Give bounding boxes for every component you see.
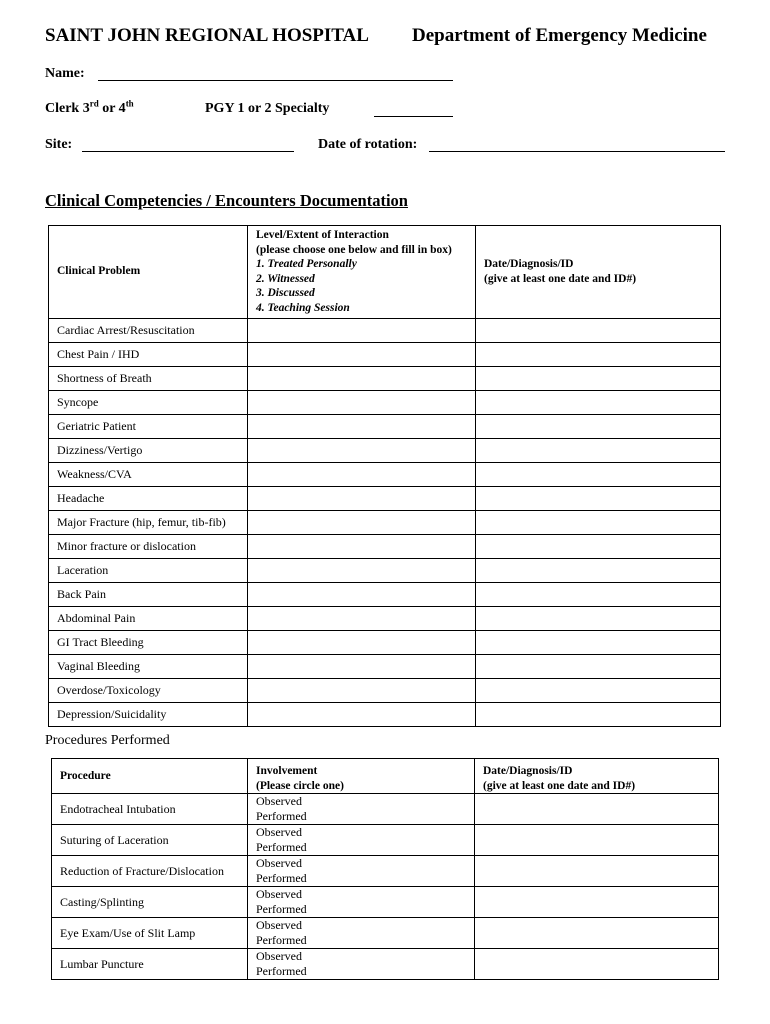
date-cell[interactable] [476, 678, 721, 702]
clinical-problem-header: Clinical Problem [49, 226, 248, 319]
involvement-header-line2: (Please circle one) [256, 779, 344, 792]
competency-row [49, 702, 721, 726]
name-label: Name: [45, 66, 85, 81]
procedure-name: Endotracheal Intubation [52, 794, 248, 825]
competency-row [49, 630, 721, 654]
level-option-4: 4. Teaching Session [256, 301, 350, 314]
hospital-name: SAINT JOHN REGIONAL HOSPITAL [45, 25, 369, 46]
involvement-header-line1: Involvement [256, 765, 318, 777]
date-cell[interactable] [476, 558, 721, 582]
procedure-row [52, 918, 719, 949]
level-cell[interactable] [248, 438, 476, 462]
competency-row [49, 366, 721, 390]
date-header-line1: Date/Diagnosis/ID [484, 258, 574, 271]
date-cell[interactable] [476, 342, 721, 366]
clerk-or-4: or 4 [102, 101, 126, 116]
date-cell[interactable] [476, 654, 721, 678]
competency-row [49, 390, 721, 414]
site-field[interactable] [82, 151, 294, 152]
level-cell[interactable] [248, 558, 476, 582]
clerk-rd: rd [89, 98, 99, 109]
involvement-cell [248, 856, 475, 887]
level-option-2: 2. Witnessed [256, 272, 315, 285]
level-cell[interactable] [248, 366, 476, 390]
procedures-title: Procedures Performed [45, 733, 170, 748]
procedure-name: Eye Exam/Use of Slit Lamp [52, 918, 248, 949]
clinical-problem: Shortness of Breath [49, 366, 248, 390]
observed-option[interactable]: Observed [256, 825, 302, 839]
clinical-problem: Back Pain [49, 582, 248, 606]
date-cell[interactable] [476, 534, 721, 558]
competencies-header-row [49, 226, 721, 319]
level-cell[interactable] [248, 414, 476, 438]
clinical-problem: Geriatric Patient [49, 414, 248, 438]
level-option-1: 1. Treated Personally [256, 258, 357, 271]
name-field[interactable] [98, 80, 453, 81]
procedures-header-row [52, 759, 719, 794]
competency-row [49, 558, 721, 582]
performed-option[interactable]: Performed [256, 840, 307, 854]
procedure-date-cell[interactable] [475, 825, 719, 856]
level-cell[interactable] [248, 510, 476, 534]
date-cell[interactable] [476, 366, 721, 390]
date-cell[interactable] [476, 390, 721, 414]
competencies-table [48, 225, 721, 727]
competency-row [49, 510, 721, 534]
level-cell[interactable] [248, 390, 476, 414]
procedure-row [52, 856, 719, 887]
date-cell[interactable] [476, 630, 721, 654]
procedure-row [52, 949, 719, 980]
observed-option[interactable]: Observed [256, 794, 302, 808]
level-cell[interactable] [248, 678, 476, 702]
date-cell[interactable] [476, 462, 721, 486]
level-cell[interactable] [248, 318, 476, 342]
competency-row [49, 534, 721, 558]
date-cell[interactable] [476, 606, 721, 630]
procedure-date-cell[interactable] [475, 949, 719, 980]
competency-row [49, 342, 721, 366]
competency-row [49, 654, 721, 678]
clinical-problem: Laceration [49, 558, 248, 582]
pgy-label: PGY 1 or 2 Specialty [205, 101, 330, 116]
procedures-table [51, 758, 719, 980]
involvement-cell [248, 949, 475, 980]
date-cell[interactable] [476, 510, 721, 534]
date-cell[interactable] [476, 414, 721, 438]
clinical-problem: Overdose/Toxicology [49, 678, 248, 702]
date-header-line2: (give at least one date and ID#) [484, 272, 637, 285]
procedure-row [52, 887, 719, 918]
level-cell[interactable] [248, 342, 476, 366]
performed-option[interactable]: Performed [256, 809, 307, 823]
competency-row [49, 678, 721, 702]
competency-row [49, 486, 721, 510]
date-of-rotation-field[interactable] [429, 151, 725, 152]
performed-option[interactable]: Performed [256, 933, 307, 947]
clinical-problem: Headache [49, 486, 248, 510]
procedure-name: Lumbar Puncture [52, 949, 248, 980]
level-cell[interactable] [248, 702, 476, 726]
date-of-rotation-label: Date of rotation: [318, 137, 418, 152]
procedure-row [52, 794, 719, 825]
observed-option[interactable]: Observed [256, 856, 302, 870]
involvement-cell [248, 825, 475, 856]
competency-row [49, 606, 721, 630]
procedure-name: Suturing of Laceration [52, 825, 248, 856]
clinical-problem: Major Fracture (hip, femur, tib-fib) [49, 510, 248, 534]
clinical-problem: Depression/Suicidality [49, 702, 248, 726]
procedure-date-cell[interactable] [475, 887, 719, 918]
date-cell[interactable] [476, 318, 721, 342]
procedure-date-line1: Date/Diagnosis/ID [483, 765, 573, 777]
clinical-problem: Chest Pain / IHD [49, 342, 248, 366]
date-cell[interactable] [476, 486, 721, 510]
date-diagnosis-header [476, 226, 721, 319]
level-option-3: 3. Discussed [256, 287, 315, 300]
observed-option[interactable]: Observed [256, 949, 302, 963]
clinical-problem: Cardiac Arrest/Resuscitation [49, 318, 248, 342]
procedure-date-header [475, 759, 719, 794]
level-cell[interactable] [248, 534, 476, 558]
competency-row [49, 462, 721, 486]
level-cell[interactable] [248, 654, 476, 678]
clerk-text: Clerk [45, 101, 80, 116]
level-cell[interactable] [248, 606, 476, 630]
competency-row [49, 582, 721, 606]
procedure-date-cell[interactable] [475, 856, 719, 887]
clinical-problem: GI Tract Bleeding [49, 630, 248, 654]
specialty-field[interactable] [374, 116, 453, 117]
procedure-date-cell[interactable] [475, 794, 719, 825]
level-cell[interactable] [248, 630, 476, 654]
competency-row [49, 438, 721, 462]
level-header-line1: Level/Extent of Interaction [256, 229, 389, 241]
involvement-header [248, 759, 475, 794]
performed-option[interactable]: Performed [256, 964, 307, 978]
involvement-cell [248, 887, 475, 918]
involvement-cell [248, 794, 475, 825]
involvement-cell [248, 918, 475, 949]
procedure-name: Casting/Splinting [52, 887, 248, 918]
level-header-line2: (please choose one below and fill in box) [256, 243, 452, 256]
competencies-title: Clinical Competencies / Encounters Documentation [45, 191, 408, 210]
procedure-date-cell[interactable] [475, 918, 719, 949]
procedure-row [52, 825, 719, 856]
level-cell[interactable] [248, 582, 476, 606]
clerk-th: th [125, 98, 134, 109]
clinical-problem: Weakness/CVA [49, 462, 248, 486]
level-header [248, 226, 476, 319]
competency-row [49, 414, 721, 438]
clinical-problem: Minor fracture or dislocation [49, 534, 248, 558]
date-cell[interactable] [476, 438, 721, 462]
clinical-problem: Dizziness/Vertigo [49, 438, 248, 462]
site-label: Site: [45, 137, 73, 152]
level-cell[interactable] [248, 486, 476, 510]
date-cell[interactable] [476, 702, 721, 726]
procedure-header: Procedure [52, 759, 248, 794]
clerk-3: 3 [82, 101, 90, 116]
performed-option[interactable]: Performed [256, 902, 307, 916]
clinical-problem: Syncope [49, 390, 248, 414]
level-cell[interactable] [248, 462, 476, 486]
observed-option[interactable]: Observed [256, 887, 302, 901]
clerk-label [45, 98, 134, 117]
date-cell[interactable] [476, 582, 721, 606]
procedure-date-line2: (give at least one date and ID#) [483, 779, 636, 792]
procedure-name: Reduction of Fracture/Dislocation [52, 856, 248, 887]
department-name: Department of Emergency Medicine [412, 25, 707, 46]
observed-option[interactable]: Observed [256, 918, 302, 932]
competency-row [49, 318, 721, 342]
performed-option[interactable]: Performed [256, 871, 307, 885]
clinical-problem: Abdominal Pain [49, 606, 248, 630]
clinical-problem: Vaginal Bleeding [49, 654, 248, 678]
